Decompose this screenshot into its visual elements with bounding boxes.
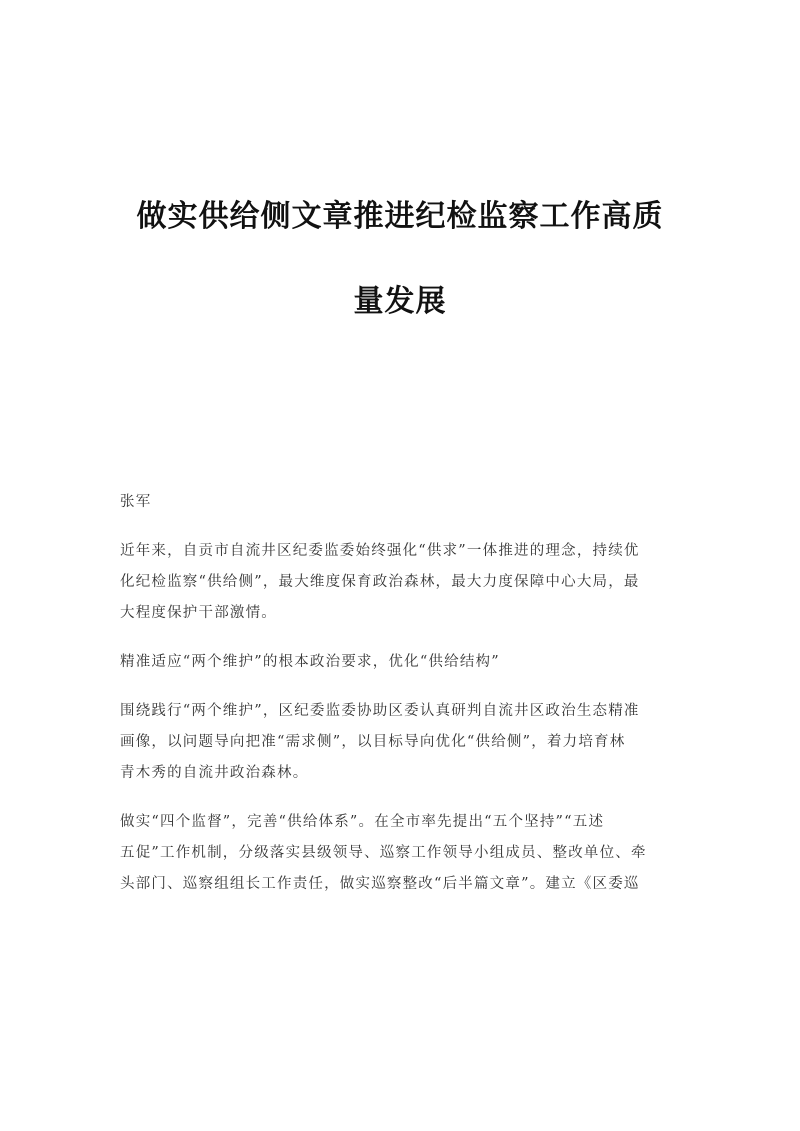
paragraph-2 bbox=[120, 696, 680, 789]
paragraph-line: 精准适应“两个维护”的根本政治要求，优化“供给结构” bbox=[120, 654, 500, 670]
paragraph-line: 五促”工作机制，分级落实县级领导、巡察工作领导小组成员、整改单位、牵 bbox=[120, 845, 647, 861]
paragraph-line: 头部门、巡察组组长工作责任，做实巡察整改“后半篇文章”。建立《区委巡 bbox=[120, 876, 640, 892]
document-body bbox=[120, 487, 680, 918]
paragraph-line: 青木秀的自流井政治森林。 bbox=[120, 765, 309, 781]
paragraph-line: 化纪检监察“供给侧”，最大维度保育政治森林，最大力度保障中心大局，最 bbox=[120, 574, 640, 590]
paragraph-line: 做实“四个监督”，完善“供给体系”。在全市率先提出“五个坚持”“五述 bbox=[120, 814, 605, 830]
paragraph-line: 画像，以问题导向把准“需求侧”，以目标导向优化“供给侧”，着力培育林 bbox=[120, 734, 626, 750]
author-line: 张军 bbox=[120, 494, 152, 510]
document-title-line-2: 量发展 bbox=[353, 284, 447, 319]
paragraph-1 bbox=[120, 536, 680, 629]
paragraph-line: 近年来，自贡市自流井区纪委监委始终强化“供求”一体推进的理念，持续优 bbox=[120, 543, 640, 559]
paragraph-line: 大程度保护干部激情。 bbox=[120, 605, 277, 621]
section-heading bbox=[120, 647, 680, 678]
document-title-line-1: 做实供给侧文章推进纪检监察工作高质 bbox=[136, 199, 664, 234]
author-name bbox=[120, 487, 680, 518]
paragraph-3 bbox=[120, 807, 680, 900]
paragraph-line: 围绕践行“两个维护”，区纪委监委协助区委认真研判自流井区政治生态精准 bbox=[120, 703, 640, 719]
